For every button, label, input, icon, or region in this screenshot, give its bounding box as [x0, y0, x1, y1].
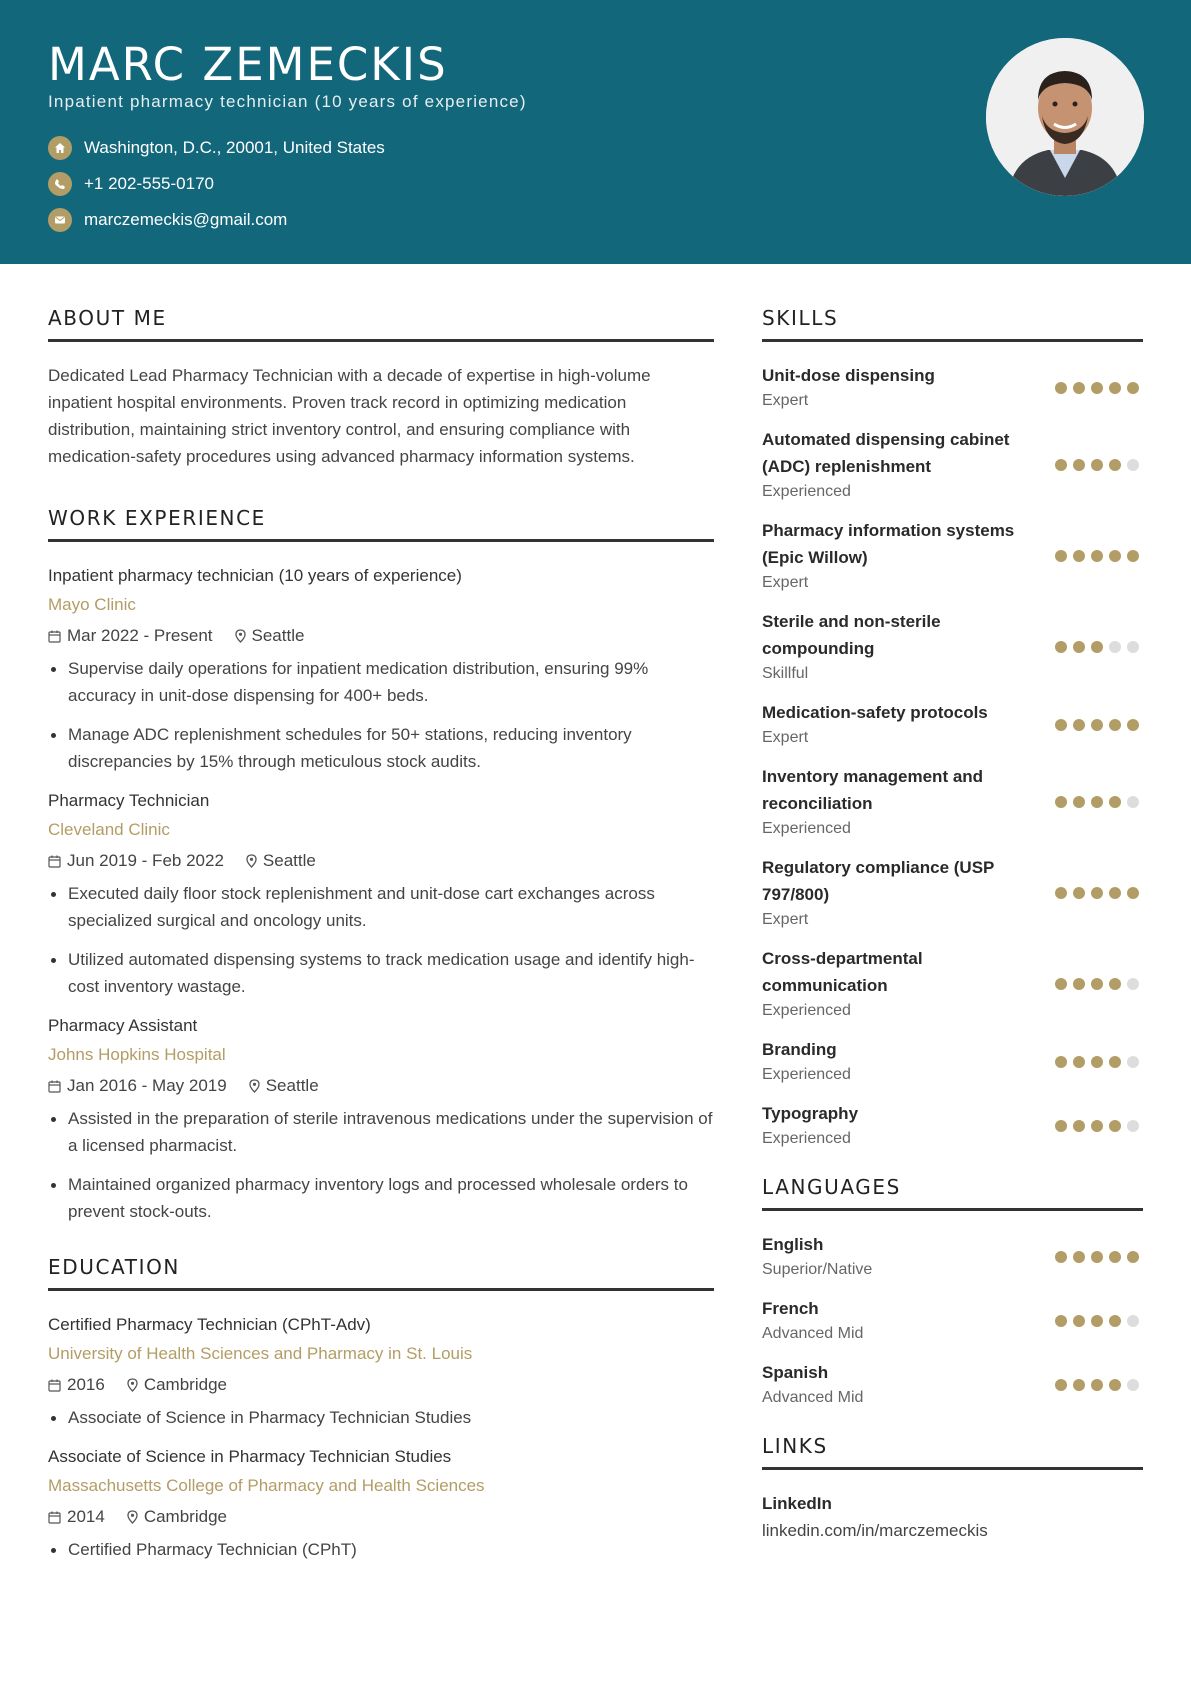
- skills-text: [762, 699, 1032, 750]
- skills-item: [762, 945, 1143, 1023]
- work-organization: Cleveland Clinic: [48, 820, 170, 839]
- skills-rating: [1055, 641, 1139, 653]
- candidate-subtitle: Inpatient pharmacy technician (10 years of experience): [48, 92, 527, 111]
- work-bullet: Manage ADC replenishment schedules for 50+ stations, reducing inventory discrepancies by 15% through meticulous stock audits.: [48, 721, 714, 775]
- rating-dot: [1073, 550, 1085, 562]
- rating-dot: [1127, 887, 1139, 899]
- work-title: Pharmacy Assistant: [48, 1016, 198, 1035]
- work-organization: Mayo Clinic: [48, 595, 136, 614]
- languages-level: Advanced Mid: [762, 1325, 864, 1342]
- work-bullet: Maintained organized pharmacy inventory logs and processed wholesale orders to prevent stock-outs.: [48, 1171, 714, 1225]
- education-heading: EDUCATION: [48, 1249, 714, 1291]
- skills-level: Expert: [762, 392, 809, 409]
- education-title: Certified Pharmacy Technician (CPhT-Adv): [48, 1315, 371, 1334]
- rating-dot: [1073, 1120, 1085, 1132]
- education-title: Associate of Science in Pharmacy Technician Studies: [48, 1447, 452, 1466]
- languages-item: [762, 1359, 1143, 1410]
- rating-dot: [1073, 641, 1085, 653]
- rating-dot: [1091, 796, 1103, 808]
- education-organization: University of Health Sciences and Pharmacy in St. Louis: [48, 1344, 473, 1363]
- skills-heading: SKILLS: [762, 300, 1143, 342]
- link-label: LinkedIn: [762, 1494, 832, 1513]
- work-entry: [48, 787, 714, 1000]
- work-meta: [48, 845, 714, 877]
- work-meta: [48, 620, 714, 652]
- rating-dot: [1073, 887, 1085, 899]
- skills-list: [762, 362, 1143, 1151]
- work-location: Seattle: [251, 626, 305, 645]
- skills-item: [762, 763, 1143, 841]
- skills-level: Experienced: [762, 1002, 851, 1019]
- rating-dot: [1073, 1056, 1085, 1068]
- skills-name: Medication-safety protocols: [762, 703, 988, 722]
- rating-dot: [1073, 382, 1085, 394]
- calendar-icon: [48, 630, 61, 643]
- home-icon: [48, 136, 72, 160]
- skills-name: Automated dispensing cabinet (ADC) replenishment: [762, 430, 1010, 476]
- skills-text: [762, 1036, 1032, 1087]
- rating-dot: [1127, 796, 1139, 808]
- rating-dot: [1073, 796, 1085, 808]
- rating-dot: [1091, 978, 1103, 990]
- links-list: [762, 1490, 1143, 1544]
- education-list: [48, 1311, 714, 1563]
- skills-name: Unit-dose dispensing: [762, 366, 935, 385]
- skills-item: [762, 854, 1143, 932]
- languages-list: [762, 1231, 1143, 1410]
- left-column: [48, 300, 714, 1575]
- skills-text: [762, 517, 1032, 595]
- rating-dot: [1109, 459, 1121, 471]
- skills-item: [762, 1100, 1143, 1151]
- rating-dot: [1055, 719, 1067, 731]
- rating-dot: [1109, 1379, 1121, 1391]
- skills-item: [762, 699, 1143, 750]
- rating-dot: [1109, 978, 1121, 990]
- skills-rating: [1055, 459, 1139, 471]
- languages-level: Advanced Mid: [762, 1389, 864, 1406]
- work-meta: [48, 1070, 714, 1102]
- skills-name: Pharmacy information systems (Epic Willow): [762, 521, 1015, 567]
- rating-dot: [1073, 1379, 1085, 1391]
- languages-text: [762, 1295, 1032, 1346]
- education-location: Cambridge: [143, 1507, 227, 1526]
- phone-icon: [48, 172, 72, 196]
- skills-name: Typography: [762, 1104, 859, 1123]
- about-heading: ABOUT ME: [48, 300, 714, 342]
- skills-level: Expert: [762, 911, 809, 928]
- rating-dot: [1055, 887, 1067, 899]
- rating-dot: [1091, 1315, 1103, 1327]
- rating-dot: [1055, 978, 1067, 990]
- skills-rating: [1055, 978, 1139, 990]
- languages-name: English: [762, 1235, 824, 1254]
- calendar-icon: [48, 1511, 61, 1524]
- rating-dot: [1127, 1379, 1139, 1391]
- skills-rating: [1055, 796, 1139, 808]
- skills-rating: [1055, 382, 1139, 394]
- rating-dot: [1091, 382, 1103, 394]
- address-text: Washington, D.C., 20001, United States: [84, 138, 385, 157]
- map-pin-icon: [235, 629, 246, 643]
- rating-dot: [1073, 719, 1085, 731]
- skills-rating: [1055, 550, 1139, 562]
- rating-dot: [1055, 1120, 1067, 1132]
- skills-level: Expert: [762, 729, 809, 746]
- skills-level: Expert: [762, 574, 809, 591]
- rating-dot: [1091, 1379, 1103, 1391]
- rating-dot: [1109, 796, 1121, 808]
- skills-text: [762, 854, 1032, 932]
- skills-name: Inventory management and reconciliation: [762, 767, 984, 813]
- work-bullet: Utilized automated dispensing systems to track medication usage and identify high-cost inventory wastage.: [48, 946, 714, 1000]
- map-pin-icon: [127, 1378, 138, 1392]
- work-entry: [48, 1012, 714, 1225]
- work-title: Pharmacy Technician: [48, 791, 210, 810]
- rating-dot: [1109, 1056, 1121, 1068]
- resume-header: [0, 0, 1191, 264]
- rating-dot: [1073, 1315, 1085, 1327]
- rating-dot: [1109, 382, 1121, 394]
- rating-dot: [1109, 1251, 1121, 1263]
- education-dates: 2014: [67, 1507, 105, 1526]
- rating-dot: [1073, 978, 1085, 990]
- rating-dot: [1091, 1056, 1103, 1068]
- education-location: Cambridge: [143, 1375, 227, 1394]
- rating-dot: [1073, 1251, 1085, 1263]
- contact-list: [48, 130, 385, 238]
- languages-item: [762, 1295, 1143, 1346]
- skills-item: [762, 426, 1143, 504]
- education-dates: 2016: [67, 1375, 105, 1394]
- education-bullet: Certified Pharmacy Technician (CPhT): [48, 1536, 714, 1563]
- skills-item: [762, 608, 1143, 686]
- education-meta: [48, 1369, 714, 1401]
- languages-text: [762, 1231, 1032, 1282]
- rating-dot: [1055, 382, 1067, 394]
- map-pin-icon: [249, 1079, 260, 1093]
- skills-level: Experienced: [762, 483, 851, 500]
- rating-dot: [1109, 641, 1121, 653]
- skills-text: [762, 608, 1032, 686]
- rating-dot: [1055, 459, 1067, 471]
- email-text[interactable]: marczemeckis@gmail.com: [84, 210, 288, 229]
- skills-rating: [1055, 1120, 1139, 1132]
- rating-dot: [1109, 1315, 1121, 1327]
- work-dates: Jan 2016 - May 2019: [67, 1076, 227, 1095]
- rating-dot: [1055, 1379, 1067, 1391]
- rating-dot: [1127, 1251, 1139, 1263]
- skills-item: [762, 1036, 1143, 1087]
- skills-level: Experienced: [762, 1130, 851, 1147]
- education-entry: [48, 1311, 714, 1431]
- work-heading: WORK EXPERIENCE: [48, 500, 714, 542]
- rating-dot: [1127, 1120, 1139, 1132]
- rating-dot: [1073, 459, 1085, 471]
- rating-dot: [1127, 550, 1139, 562]
- education-entry: [48, 1443, 714, 1563]
- work-bullet: Assisted in the preparation of sterile intravenous medications under the supervision of a licensed pharmacist.: [48, 1105, 714, 1159]
- links-heading: LINKS: [762, 1428, 1143, 1470]
- rating-dot: [1127, 382, 1139, 394]
- rating-dot: [1055, 1315, 1067, 1327]
- phone-text[interactable]: +1 202-555-0170: [84, 174, 214, 193]
- work-location: Seattle: [262, 851, 316, 870]
- languages-rating: [1055, 1315, 1139, 1327]
- contact-address: [48, 130, 385, 166]
- languages-item: [762, 1231, 1143, 1282]
- rating-dot: [1091, 1251, 1103, 1263]
- rating-dot: [1091, 1120, 1103, 1132]
- right-column: [762, 300, 1143, 1544]
- work-location: Seattle: [265, 1076, 319, 1095]
- skills-text: [762, 362, 1032, 413]
- education-bullet: Associate of Science in Pharmacy Technician Studies: [48, 1404, 714, 1431]
- education-meta: [48, 1501, 714, 1533]
- calendar-icon: [48, 1080, 61, 1093]
- map-pin-icon: [246, 854, 257, 868]
- skills-name: Cross-departmental communication: [762, 949, 923, 995]
- skills-rating: [1055, 1056, 1139, 1068]
- skills-name: Regulatory compliance (USP 797/800): [762, 858, 995, 904]
- skills-item: [762, 517, 1143, 595]
- skills-name: Sterile and non-sterile compounding: [762, 612, 941, 658]
- rating-dot: [1109, 1120, 1121, 1132]
- work-dates: Jun 2019 - Feb 2022: [67, 851, 224, 870]
- skills-level: Skillful: [762, 665, 809, 682]
- skills-level: Experienced: [762, 1066, 851, 1083]
- skills-rating: [1055, 887, 1139, 899]
- map-pin-icon: [127, 1510, 138, 1524]
- work-list: [48, 562, 714, 1225]
- work-title: Inpatient pharmacy technician (10 years of experience): [48, 566, 462, 585]
- contact-phone: [48, 166, 385, 202]
- rating-dot: [1055, 1251, 1067, 1263]
- rating-dot: [1091, 641, 1103, 653]
- rating-dot: [1109, 887, 1121, 899]
- languages-level: Superior/Native: [762, 1261, 873, 1278]
- rating-dot: [1091, 550, 1103, 562]
- linkedin-link[interactable]: linkedin.com/in/marczemeckis: [762, 1521, 988, 1540]
- contact-email: [48, 202, 385, 238]
- rating-dot: [1127, 1056, 1139, 1068]
- languages-name: French: [762, 1299, 819, 1318]
- rating-dot: [1127, 978, 1139, 990]
- rating-dot: [1127, 1315, 1139, 1327]
- skills-text: [762, 1100, 1032, 1151]
- rating-dot: [1055, 550, 1067, 562]
- skills-level: Experienced: [762, 820, 851, 837]
- skills-text: [762, 763, 1032, 841]
- rating-dot: [1055, 796, 1067, 808]
- rating-dot: [1055, 1056, 1067, 1068]
- skills-item: [762, 362, 1143, 413]
- languages-rating: [1055, 1251, 1139, 1263]
- about-text: Dedicated Lead Pharmacy Technician with a decade of expertise in high-volume inpatient hospital environments. Proven track record in optimizing medication distribution, maintaining strict inventory control, and ensuring compliance with medication-safety procedures using advanced pharmacy information systems.: [48, 366, 651, 466]
- mail-icon: [48, 208, 72, 232]
- work-organization: Johns Hopkins Hospital: [48, 1045, 226, 1064]
- languages-name: Spanish: [762, 1363, 829, 1382]
- languages-rating: [1055, 1379, 1139, 1391]
- work-dates: Mar 2022 - Present: [67, 626, 213, 645]
- rating-dot: [1127, 641, 1139, 653]
- rating-dot: [1127, 719, 1139, 731]
- calendar-icon: [48, 1379, 61, 1392]
- work-entry: [48, 562, 714, 775]
- skills-text: [762, 426, 1032, 504]
- rating-dot: [1091, 719, 1103, 731]
- rating-dot: [1127, 459, 1139, 471]
- rating-dot: [1055, 641, 1067, 653]
- rating-dot: [1091, 459, 1103, 471]
- languages-text: [762, 1359, 1032, 1410]
- candidate-name: MARC ZEMECKIS: [48, 38, 448, 91]
- work-bullet: Executed daily floor stock replenishment and unit-dose cart exchanges across specialized surgical and oncology units.: [48, 880, 714, 934]
- rating-dot: [1109, 719, 1121, 731]
- education-organization: Massachusetts College of Pharmacy and Health Sciences: [48, 1476, 485, 1495]
- profile-photo: [986, 38, 1144, 196]
- skills-rating: [1055, 719, 1139, 731]
- work-bullet: Supervise daily operations for inpatient medication distribution, ensuring 99% accuracy in unit-dose dispensing for 400+ beds.: [48, 655, 714, 709]
- rating-dot: [1109, 550, 1121, 562]
- skills-name: Branding: [762, 1040, 837, 1059]
- calendar-icon: [48, 855, 61, 868]
- languages-heading: LANGUAGES: [762, 1169, 1143, 1211]
- rating-dot: [1091, 887, 1103, 899]
- skills-text: [762, 945, 1032, 1023]
